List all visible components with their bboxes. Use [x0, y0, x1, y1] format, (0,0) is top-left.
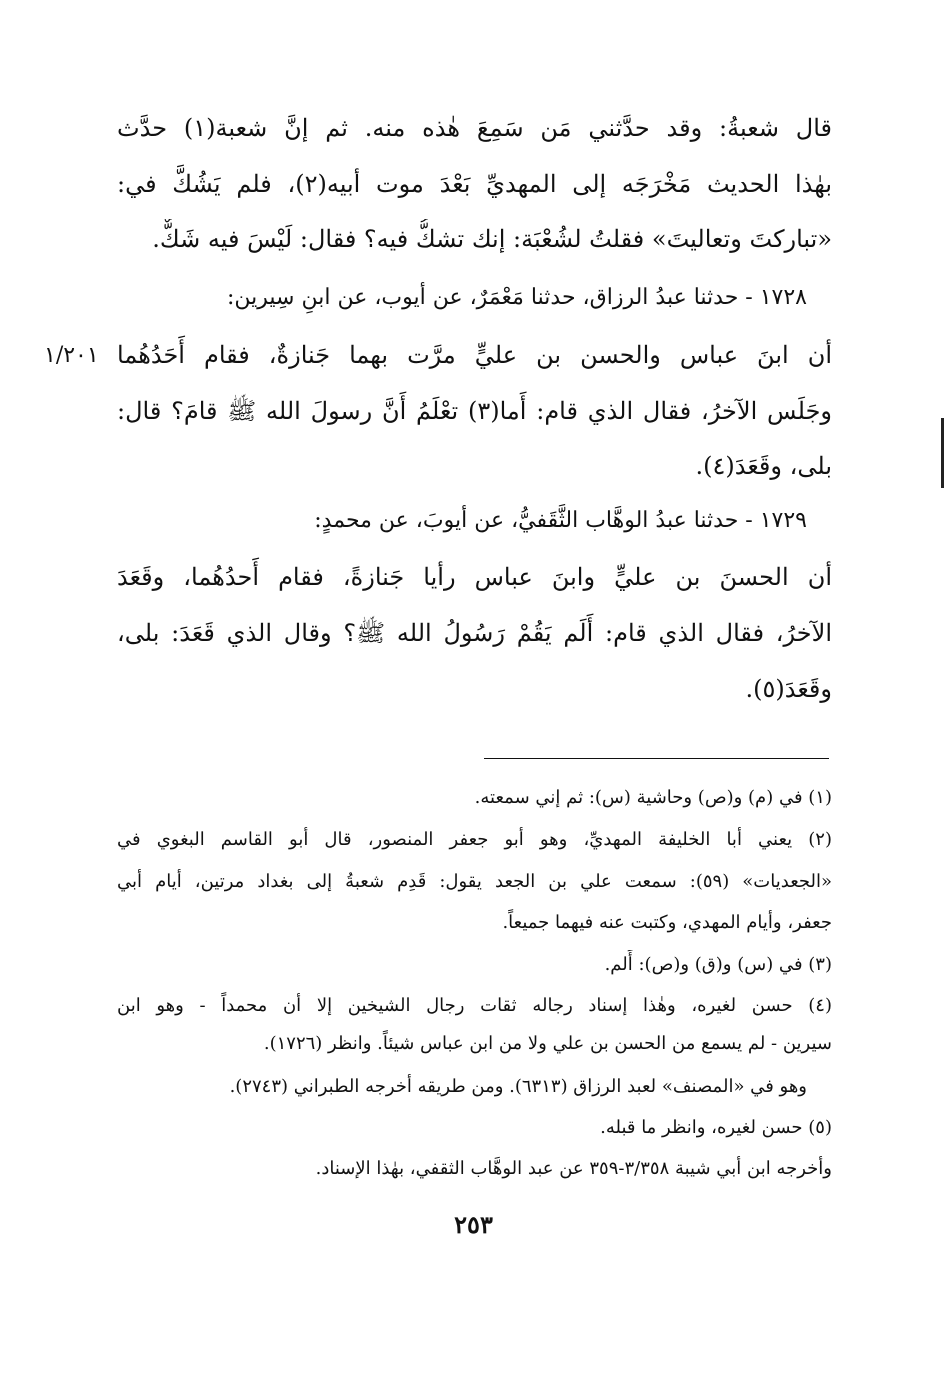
hadith-1728-line-3: بلى، وقَعَدَ(٤).: [695, 452, 832, 480]
footnote-divider: [484, 758, 829, 759]
footnote-line-9: (٥) حسن لغيره، وانظر ما قبله.: [600, 1117, 832, 1138]
hadith-1728-heading: ١٧٢٨ - حدثنا عبدُ الرزاق، حدثنا مَعْمَرٌ، عن أيوب، عن ابنِ سِيرين:: [226, 285, 807, 310]
hadith-1729-line-3: وقَعَدَ(٥).: [745, 675, 832, 703]
hadith-1729-line-2: الآخرُ، فقال الذي قام: أَلَم يَقُمْ رَسُولُ الله ﷺ؟ وقال الذي قَعَدَ: بلى،: [117, 619, 832, 647]
footnote-line-8: وهو في «المصنف» لعبد الرزاق (٦٣١٣). ومن طريقه أخرجه الطبراني (٢٧٤٣).: [229, 1076, 807, 1097]
hadith-1728-line-1: أن ابنَ عباس والحسن بن عليٍّ مرَّت بهما جَنازةٌ، فقام أَحَدُهُما: [117, 341, 832, 369]
footnote-line-1: (١) في (م) و(ص) وحاشية (س): ثم إني سمعته.: [474, 787, 832, 808]
footnote-line-4: جعفر، وأيام المهدي، وكتبت عنه فيهما جميعاً.: [502, 912, 832, 933]
footnote-line-2: (٢) يعني أبا الخليفة المهديِّ، وهو أبو جعفر المنصور، قال أبو القاسم البغوي في: [117, 829, 832, 850]
margin-reference: ١/٢٠١: [44, 343, 99, 368]
hadith-1729-heading: ١٧٢٩ - حدثنا عبدُ الوهَّاب الثَّقَفيُّ، عن أيوبَ، عن محمدٍ:: [314, 508, 807, 533]
footnote-line-6: (٤) حسن لغيره، وهٰذا إسناد رجاله ثقات رجال الشيخين إلا أن محمداً - وهو ابن: [117, 995, 832, 1016]
main-text-line-2: بهٰذا الحديث مَخْرَجَه إلى المهديِّ بَعْدَ موت أبيه(٢)، فلم يَشُكَّ في:: [117, 170, 832, 198]
footnote-line-10: وأخرجه ابن أبي شيبة ٣/٣٥٨-٣٥٩ عن عبد الوهَّاب الثقفي، بهٰذا الإسناد.: [315, 1158, 832, 1179]
hadith-1729-line-1: أن الحسنَ بن عليٍّ وابنَ عباس رأيا جَنازةً، فقام أَحدُهُما، وقَعَدَ: [117, 563, 832, 591]
hadith-1728-line-2: وجَلَس الآخرُ، فقال الذي قام: أَما(٣) تعْلَمُ أَنَّ رسولَ الله ﷺ قامَ؟ قال:: [117, 397, 832, 425]
footnote-line-3: «الجعديات» (٥٩): سمعت علي بن الجعد يقول: قَدِم شعبةُ إلى بغداد مرتين، أيام أبي: [117, 871, 832, 892]
footnote-line-7: سيرين - لم يسمع من الحسن بن علي ولا من ابن عباس شيئاً. وانظر (١٧٢٦).: [263, 1033, 832, 1054]
main-text-line-3: «تباركتَ وتعاليتَ» فقلتُ لشُعْبَة: إنك تشكُّ فيه؟ فقال: لَيْسَ فيه شَكٌّ.: [152, 225, 832, 253]
scan-edge-mark: [941, 418, 944, 488]
page-number: ٢٥٣: [454, 1210, 493, 1239]
footnote-line-5: (٣) في (س) و(ق) و(ص): أَلم.: [604, 954, 832, 975]
main-text-line-1: قال شعبةُ: وقد حدَّثني مَن سَمِعَ هٰذه منه. ثم إنَّ شعبة(١) حدَّث: [117, 114, 832, 142]
